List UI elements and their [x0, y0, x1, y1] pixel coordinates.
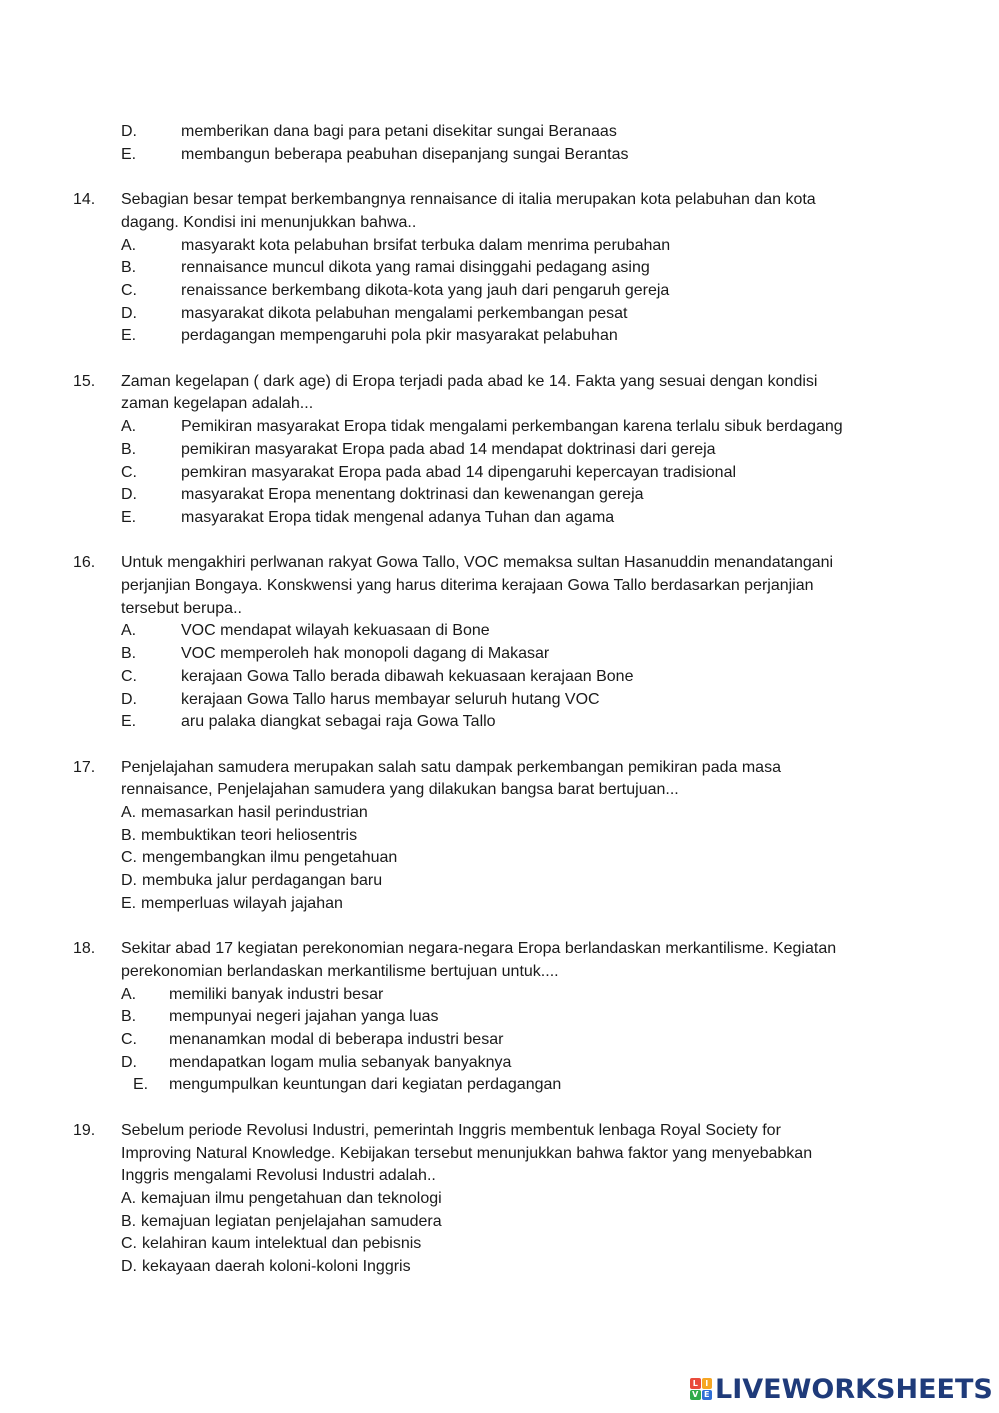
option-label: B.	[121, 1212, 137, 1230]
option-label: A.	[121, 418, 137, 436]
option-text: pemikiran masyarakat Eropa pada abad 14 mendapat doktrinasi dari gereja	[181, 440, 716, 458]
option-label: D.	[121, 123, 137, 140]
question-text: Improving Natural Knowledge. Kebijakan tersebut menunjukkan bahwa faktor yang menyebabkan	[121, 1144, 813, 1162]
option-label: B.	[121, 440, 137, 458]
option-label: A.	[121, 236, 137, 254]
option-label: D.	[121, 690, 137, 708]
option-text: aru palaka diangkat sebagai raja Gowa Tallo	[181, 713, 496, 731]
option-text: kemajuan legiatan penjelajahan samudera	[141, 1212, 442, 1230]
option-text: renaissance berkembang dikota-kota yang jauh dari pengaruh gereja	[181, 281, 670, 299]
logo-mark-letter: V	[690, 1390, 701, 1401]
option-text: masyarakat dikota pelabuhan mengalami perkembangan pesat	[181, 304, 628, 322]
option-text: rennaisance muncul dikota yang ramai disinggahi pedagang asing	[181, 259, 650, 277]
option-text: mengembangkan ilmu pengetahuan	[142, 849, 398, 867]
option-text: VOC memperoleh hak monopoli dagang di Makasar	[181, 645, 550, 663]
option-label: A.	[121, 622, 137, 640]
option-text: mengumpulkan keuntungan dari kegiatan perdagangan	[169, 1076, 562, 1094]
logo-mark-letter: E	[702, 1390, 713, 1401]
option-label: E.	[121, 145, 137, 163]
option-label: E.	[121, 894, 137, 912]
option-label: D.	[121, 1053, 137, 1071]
option-text: kemajuan ilmu pengetahuan dan teknologi	[141, 1189, 442, 1207]
question-text: zaman kegelapan adalah...	[121, 395, 314, 413]
option-text: membuktikan teori heliosentris	[141, 826, 358, 844]
option-text: menanamkan modal di beberapa industri besar	[169, 1031, 504, 1048]
question-text: Sekitar abad 17 kegiatan perekonomian negara-negara Eropa berlandaskan merkantilisme. Kegiatan	[121, 940, 837, 958]
option-text: memberikan dana bagi para petani disekitar sungai Beranaas	[181, 123, 617, 140]
question-number: 19.	[73, 1121, 96, 1139]
option-text: kekayaan daerah koloni-koloni Inggris	[142, 1258, 411, 1275]
option-text: kerajaan Gowa Tallo harus membayar seluruh hutang VOC	[181, 690, 600, 708]
option-text: Pemikiran masyarakat Eropa tidak mengalami perkembangan karena terlalu sibuk berdagang	[181, 418, 843, 436]
option-label: E.	[121, 508, 137, 526]
option-text: mempunyai negeri jajahan yanga luas	[169, 1008, 439, 1026]
option-label: D.	[121, 486, 137, 504]
logo-mark-letter: I	[702, 1378, 713, 1389]
question-number: 14.	[73, 191, 96, 209]
question-text: perekonomian berlandaskan merkantilisme bertujuan untuk....	[121, 962, 559, 980]
question-number: 17.	[73, 758, 96, 776]
option-label: B.	[121, 645, 137, 663]
option-label: E.	[121, 327, 137, 345]
option-label: E.	[133, 1076, 149, 1094]
option-text: perdagangan mempengaruhi pola pkir masyarakat pelabuhan	[181, 327, 618, 345]
option-label: B.	[121, 259, 137, 277]
option-label: C.	[121, 1235, 137, 1253]
option-text: memperluas wilayah jajahan	[141, 894, 343, 912]
question-text: Penjelajahan samudera merupakan salah satu dampak perkembangan pemikiran pada masa	[121, 758, 781, 776]
option-label: C.	[121, 463, 137, 481]
question-text: Zaman kegelapan ( dark age) di Eropa terjadi pada abad ke 14. Fakta yang sesuai dengan kondisi	[121, 372, 818, 390]
option-label: D.	[121, 872, 137, 890]
question-text: Untuk mengakhiri perlwanan rakyat Gowa Tallo, VOC memaksa sultan Hasanuddin menandatangani	[121, 554, 834, 572]
option-label: C.	[121, 849, 137, 867]
liveworksheets-logo-icon	[690, 1378, 712, 1400]
option-text: membuka jalur perdagangan baru	[142, 872, 383, 890]
option-text: VOC mendapat wilayah kekuasaan di Bone	[181, 622, 490, 640]
option-label: C.	[121, 281, 137, 299]
liveworksheets-logo-text: LIVEWORKSHEETS	[715, 1373, 993, 1405]
question-text: Sebagian besar tempat berkembangnya rennaisance di italia merupakan kota pelabuhan dan kota	[121, 191, 816, 209]
option-text: masyarakt kota pelabuhan brsifat terbuka dalam menrima perubahan	[181, 236, 671, 254]
question-text: perjanjian Bongaya. Konskwensi yang harus diterima kerajaan Gowa Tallo berdasarkan perjanjian	[121, 577, 814, 594]
option-text: kelahiran kaum intelektual dan pebisnis	[142, 1235, 422, 1253]
question-number: 16.	[73, 554, 96, 572]
liveworksheets-logo[interactable]	[690, 1374, 993, 1404]
option-label: D.	[121, 304, 137, 322]
option-text: memasarkan hasil perindustrian	[141, 804, 368, 821]
option-text: pemkiran masyarakat Eropa pada abad 14 dipengaruhi kepercayan tradisional	[181, 463, 737, 481]
logo-mark-letter: L	[690, 1378, 701, 1389]
option-label: B.	[121, 1008, 137, 1026]
option-text: masyarakat Eropa menentang doktrinasi dan kewenangan gereja	[181, 486, 644, 504]
option-text: memiliki banyak industri besar	[169, 985, 384, 1003]
option-text: mendapatkan logam mulia sebanyak banyaknya	[169, 1053, 512, 1071]
question-text: Inggris mengalami Revolusi Industri adalah..	[121, 1167, 436, 1185]
option-label: C.	[121, 1031, 137, 1048]
option-label: A.	[121, 804, 137, 821]
option-text: masyarakat Eropa tidak mengenal adanya Tuhan dan agama	[181, 508, 615, 526]
option-label: A.	[121, 1189, 137, 1207]
question-text: tersebut berupa..	[121, 599, 242, 617]
question-text: Sebelum periode Revolusi Industri, pemerintah Inggris membentuk lenbaga Royal Society for	[121, 1121, 781, 1139]
option-text: membangun beberapa peabuhan disepanjang sungai Berantas	[181, 145, 629, 163]
question-text: dagang. Kondisi ini menunjukkan bahwa..	[121, 213, 417, 231]
question-text: rennaisance, Penjelajahan samudera yang dilakukan bangsa barat bertujuan...	[121, 781, 679, 799]
option-label: C.	[121, 667, 137, 685]
option-label: A.	[121, 985, 137, 1003]
option-label: B.	[121, 826, 137, 844]
option-label: D.	[121, 1258, 137, 1275]
option-label: E.	[121, 713, 137, 731]
option-text: kerajaan Gowa Tallo berada dibawah kekuasaan kerajaan Bone	[181, 667, 634, 685]
question-number: 18.	[73, 940, 96, 958]
question-number: 15.	[73, 372, 96, 390]
